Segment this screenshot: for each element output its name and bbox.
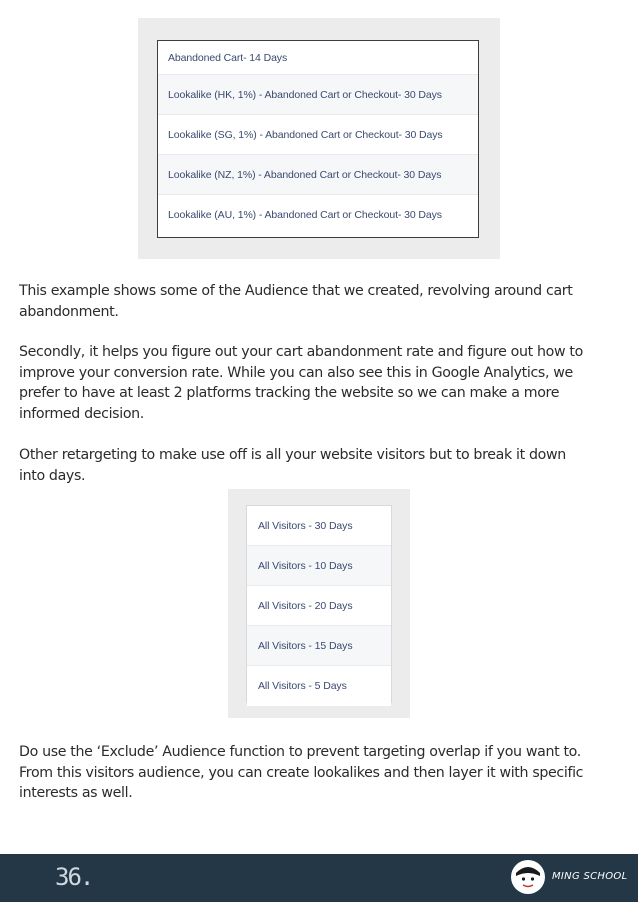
audience-row[interactable]: All Visitors - 20 Days bbox=[247, 586, 391, 626]
audience-row[interactable]: Lookalike (AU, 1%) - Abandoned Cart or Checkout- 30 Days bbox=[158, 195, 478, 235]
paragraph-audience-example: This example shows some of the Audience that we created, revolving around cart abandonment. bbox=[19, 283, 573, 320]
audience-row[interactable]: Lookalike (HK, 1%) - Abandoned Cart or Checkout- 30 Days bbox=[158, 75, 478, 115]
audience-row[interactable]: All Visitors - 30 Days bbox=[247, 506, 391, 546]
page-footer bbox=[0, 854, 638, 902]
paragraph-abandonment-rate: Secondly, it helps you figure out your cart abandonment rate and figure out how to improve your conversion rate. While you can also see this in Google Analytics, we prefer to have at least 2 platforms tracking the website so we can make a more informed decision. bbox=[19, 344, 583, 422]
audience-row[interactable]: All Visitors - 10 Days bbox=[247, 546, 391, 586]
audience-screenshot-visitors bbox=[228, 489, 410, 718]
paragraph-exclude-audience: Do use the ‘Exclude’ Audience function to prevent targeting overlap if you want to. From this visitors audience, you can create lookalikes and then layer it with specific interests as well. bbox=[19, 744, 584, 801]
brand-name: MING SCHOOL bbox=[552, 871, 628, 882]
audience-row[interactable]: Lookalike (NZ, 1%) - Abandoned Cart or Checkout- 30 Days bbox=[158, 155, 478, 195]
audience-list bbox=[246, 505, 392, 703]
ming-school-logo-icon bbox=[510, 859, 546, 895]
audience-row[interactable]: All Visitors - 15 Days bbox=[247, 626, 391, 666]
audience-screenshot-cart bbox=[138, 18, 500, 259]
audience-row[interactable]: Lookalike (SG, 1%) - Abandoned Cart or Checkout- 30 Days bbox=[158, 115, 478, 155]
page-number: 36. bbox=[55, 863, 93, 891]
audience-list bbox=[157, 40, 479, 238]
audience-row[interactable]: All Visitors - 5 Days bbox=[247, 666, 391, 706]
audience-row[interactable]: Abandoned Cart- 14 Days bbox=[158, 41, 478, 75]
paragraph-retargeting-visitors: Other retargeting to make use off is all your website visitors but to break it down into days. bbox=[19, 447, 566, 484]
